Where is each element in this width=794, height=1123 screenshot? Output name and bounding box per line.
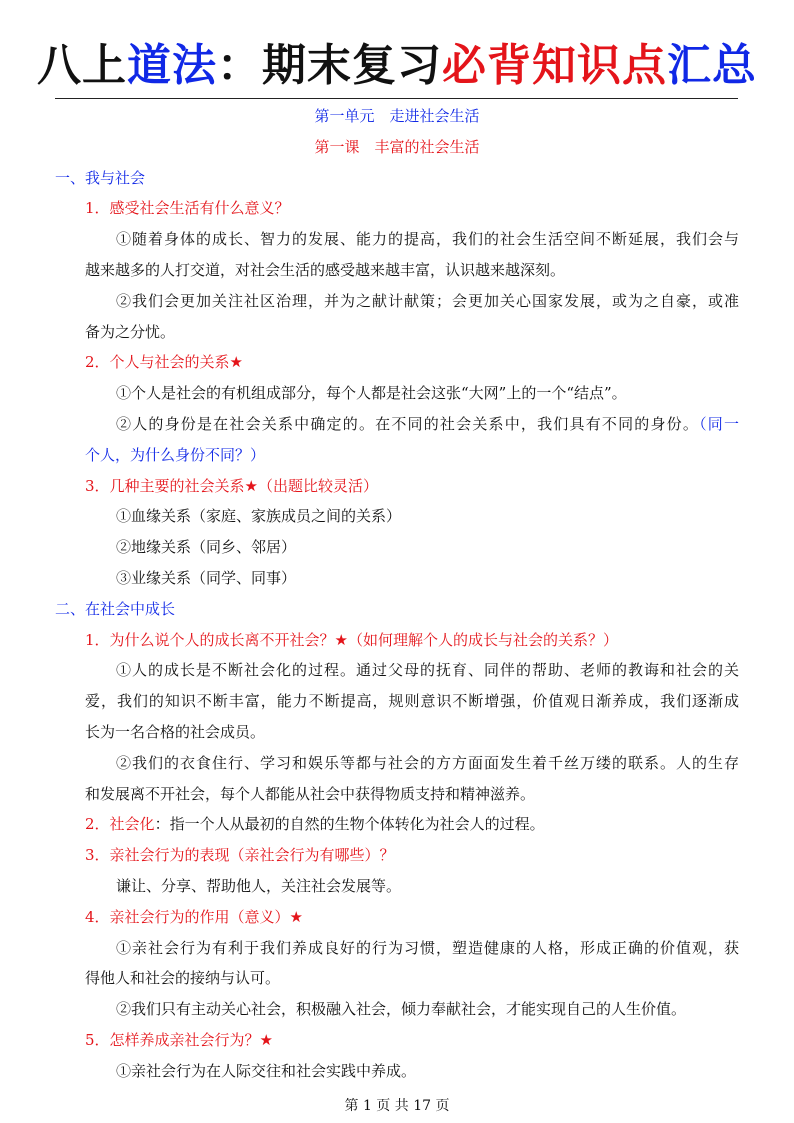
inline-question: 个人，为什么身份不同？） [85,445,266,464]
question-heading: 5．怎样养成亲社会行为？★ [85,1030,273,1049]
question-heading: 3．几种主要的社会关系★（出题比较灵活） [85,476,378,495]
paragraph-line: 备为之分忧。 [85,322,176,341]
paragraph-line: 长为一名合格的社会成员。 [85,722,266,741]
title-summary: 汇总 [667,40,757,91]
title-subject: 道法 [127,40,217,91]
paragraph-line: ②人的身份是在社会关系中确定的。在不同的社会关系中，我们具有不同的身份。（同一 [116,414,739,433]
paragraph-line: ②我们会更加关注社区治理，并为之献计献策；会更加关心国家发展，或为之自豪，或准 [116,291,739,310]
definition-term: 社会化 [109,815,155,834]
paragraph-line: 越来越多的人打交道，对社会生活的感受越来越丰富，认识越来越深刻。 [85,260,566,279]
page-number: 第 1 页 共 17 页 [344,1098,450,1114]
question-heading: 2．个人与社会的关系★ [85,353,243,372]
paragraph-line: 谦让、分享、帮助他人，关注社会发展等。 [116,876,402,895]
paragraph-line: ①亲社会行为在人际交往和社会实践中养成。 [116,1061,417,1080]
question-heading: 4．亲社会行为的作用（意义）★ [85,907,303,926]
paragraph-line: ②我们只有主动关心社会，积极融入社会，倾力奉献社会，才能实现自己的人生价值。 [116,1000,687,1019]
paragraph-line: ①随着身体的成长、智力的发展、能力的提高，我们的社会生活空间不断延展，我们会与 [116,230,739,249]
section-heading: 一、我与社会 [55,168,146,187]
document-body [55,101,739,1087]
section-heading: 二、在社会中成长 [55,599,176,618]
list-item: ①血缘关系（家庭、家族成员之间的关系） [116,507,402,526]
title-grade: 八上 [37,40,127,91]
title-must-recite: 必背知识点 [442,40,667,91]
question-heading: 3．亲社会行为的表现（亲社会行为有哪些）？ [85,846,395,865]
list-item: ③业缘关系（同学、同事） [116,568,297,587]
paragraph-line: ①亲社会行为有利于我们养成良好的行为习惯，塑造健康的人格，形成正确的价值观，获 [116,938,739,957]
question-heading: 1．为什么说个人的成长离不开社会？★（如何理解个人的成长与社会的关系？） [85,630,618,649]
title-divider [55,98,738,99]
paragraph-line: ②我们的衣食住行、学习和娱乐等都与社会的方方面面发生着千丝万缕的联系。人的生存 [116,753,739,772]
paragraph-line: 和发展离不开社会，每个人都能从社会中获得物质支持和精神滋养。 [85,784,536,803]
definition-text: ：指一个人从最初的自然的生物个体转化为社会人的过程。 [154,815,545,834]
title-review: ：期末复习 [217,40,442,91]
paragraph-line: 得他人和社会的接纳与认可。 [85,969,281,988]
question-heading: 1．感受社会生活有什么意义？ [85,199,290,218]
paragraph-line: ①个人是社会的有机组成部分，每个人都是社会这张“大网”上的一个“结点”。 [116,384,627,403]
unit-title: 第一单元 走进社会生活 [314,107,480,125]
document-title [0,34,794,98]
inline-question: （同一 [699,414,739,433]
paragraph-line: ①人的成长是不断社会化的过程。通过父母的抚育、同伴的帮助、老师的教诲和社会的关 [116,661,739,680]
paragraph-line: 爱，我们的知识不断丰富，能力不断提高，规则意识不断增强，价值观日渐养成，我们逐渐成 [85,692,739,711]
lesson-title: 第一课 丰富的社会生活 [314,137,480,156]
list-item: ②地缘关系（同乡、邻居） [116,538,297,557]
definition-line: 2．社会化：指一个人从最初的自然的生物个体转化为社会人的过程。 [85,815,545,834]
